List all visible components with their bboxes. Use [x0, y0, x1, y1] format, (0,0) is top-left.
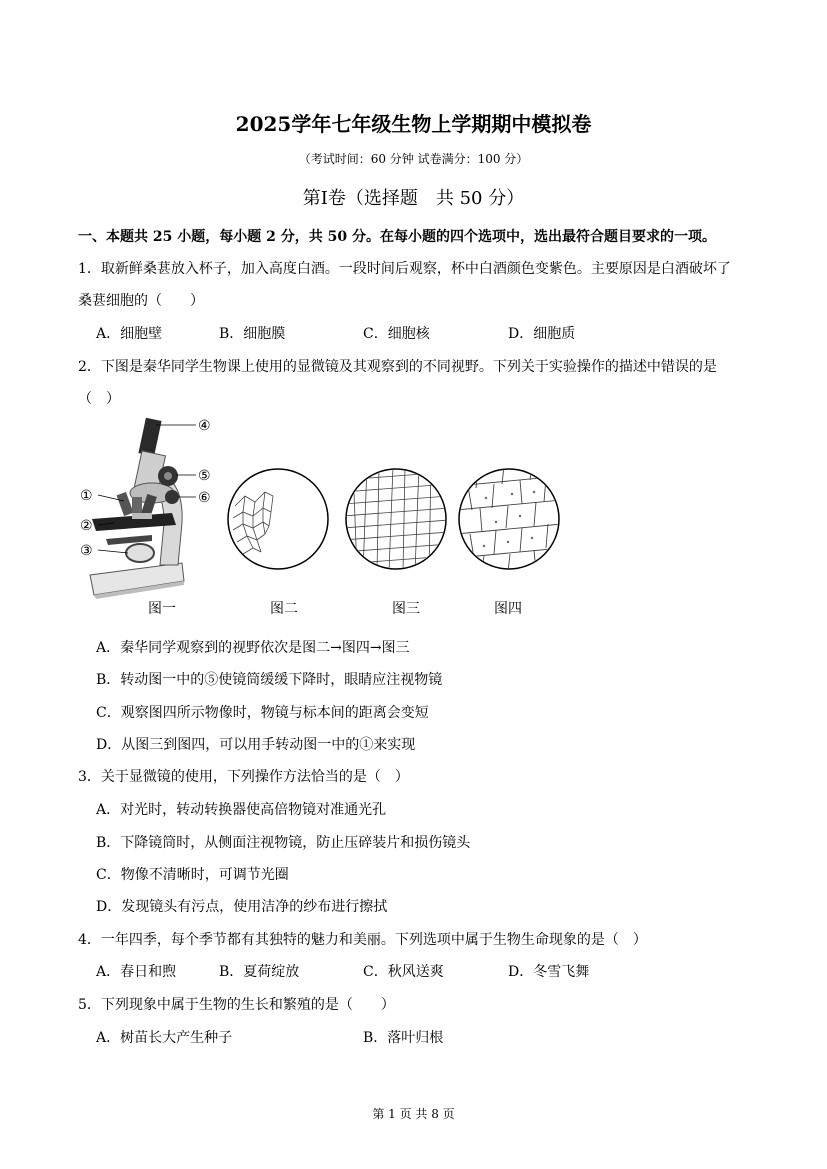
q1-option-a: A．细胞壁 — [96, 326, 163, 342]
q2-option-c: C．观察图四所示物像时，物镜与标本间的距离会变短 — [96, 705, 429, 721]
caption-fig3: 图三 — [392, 601, 420, 617]
q2-option-d: D．从图三到图四，可以用手转动图一中的①来实现 — [96, 737, 416, 753]
caption-fig4: 图四 — [494, 601, 522, 617]
q1-stem-line2: 桑葚细胞的（ ） — [78, 293, 204, 309]
page-title: 2025学年七年级生物上学期期中模拟卷 — [235, 112, 592, 136]
q3-option-a: A．对光时，转动转换器使高倍物镜对准通光孔 — [96, 802, 387, 818]
microscope-figure — [72, 413, 222, 601]
q2-option-b: B．转动图一中的⑤使镜筒缓缓下降时，眼睛应注视物镜 — [96, 672, 443, 688]
callout-1: ① — [80, 488, 93, 504]
callout-3: ③ — [80, 543, 93, 559]
q2-stem-line1: 2．下图是秦华同学生物课上使用的显微镜及其观察到的不同视野。下列关于实验操作的描述中错误的是 — [78, 359, 717, 375]
page-footer: 第 1 页 共 8 页 — [372, 1107, 455, 1121]
q2-stem-line2: （ ） — [78, 391, 120, 407]
q4-option-d: D．冬雪飞舞 — [508, 964, 590, 980]
q5-option-a: A．树苗长大产生种子 — [96, 1030, 233, 1046]
q4-option-a: A．春日和煦 — [96, 964, 177, 980]
volume-heading: 第Ⅰ卷（选择题 共 50 分） — [302, 188, 525, 209]
caption-fig2: 图二 — [270, 601, 298, 617]
callout-2: ② — [80, 518, 93, 534]
callout-5: ⑤ — [198, 468, 211, 484]
caption-fig1: 图一 — [148, 601, 176, 617]
q2-option-a: A．秦华同学观察到的视野依次是图二→图四→图三 — [96, 640, 410, 656]
q1-option-b: B．细胞膜 — [219, 326, 286, 342]
callout-4: ④ — [198, 418, 211, 434]
q4-stem: 4．一年四季，每个季节都有其独特的魅力和美丽。下列选项中属于生物生命现象的是（ ） — [78, 932, 647, 948]
q1-option-d: D．细胞质 — [508, 326, 576, 342]
q4-option-b: B．夏荷绽放 — [219, 964, 300, 980]
callout-6: ⑥ — [198, 490, 211, 506]
q4-option-c: C．秋风送爽 — [363, 964, 444, 980]
q3-option-b: B．下降镜筒时，从侧面注视物镜，防止压碎装片和损伤镜头 — [96, 835, 471, 851]
q5-stem: 5．下列现象中属于生物的生长和繁殖的是（ ） — [78, 997, 395, 1013]
view-figure-3 — [343, 466, 449, 572]
view-figure-2 — [225, 466, 331, 572]
section-instruction: 一、本题共 25 小题，每小题 2 分，共 50 分。在每小题的四个选项中，选出最符合题目要求的一项。 — [78, 229, 716, 245]
q3-stem: 3．关于显微镜的使用，下列操作方法恰当的是（ ） — [78, 769, 409, 785]
q5-option-b: B．落叶归根 — [363, 1030, 444, 1046]
view-figure-4 — [456, 466, 562, 572]
q3-option-c: C．物像不清晰时，可调节光圈 — [96, 867, 289, 883]
q3-option-d: D．发现镜头有污点，使用洁净的纱布进行擦拭 — [96, 899, 388, 915]
q1-option-c: C．细胞核 — [363, 326, 430, 342]
q1-stem-line1: 1．取新鲜桑葚放入杯子，加入高度白酒。一段时间后观察，杯中白酒颜色变紫色。主要原因是白酒破坏了 — [78, 261, 731, 277]
exam-info: （考试时间：60 分钟 试卷满分：100 分） — [298, 152, 529, 166]
